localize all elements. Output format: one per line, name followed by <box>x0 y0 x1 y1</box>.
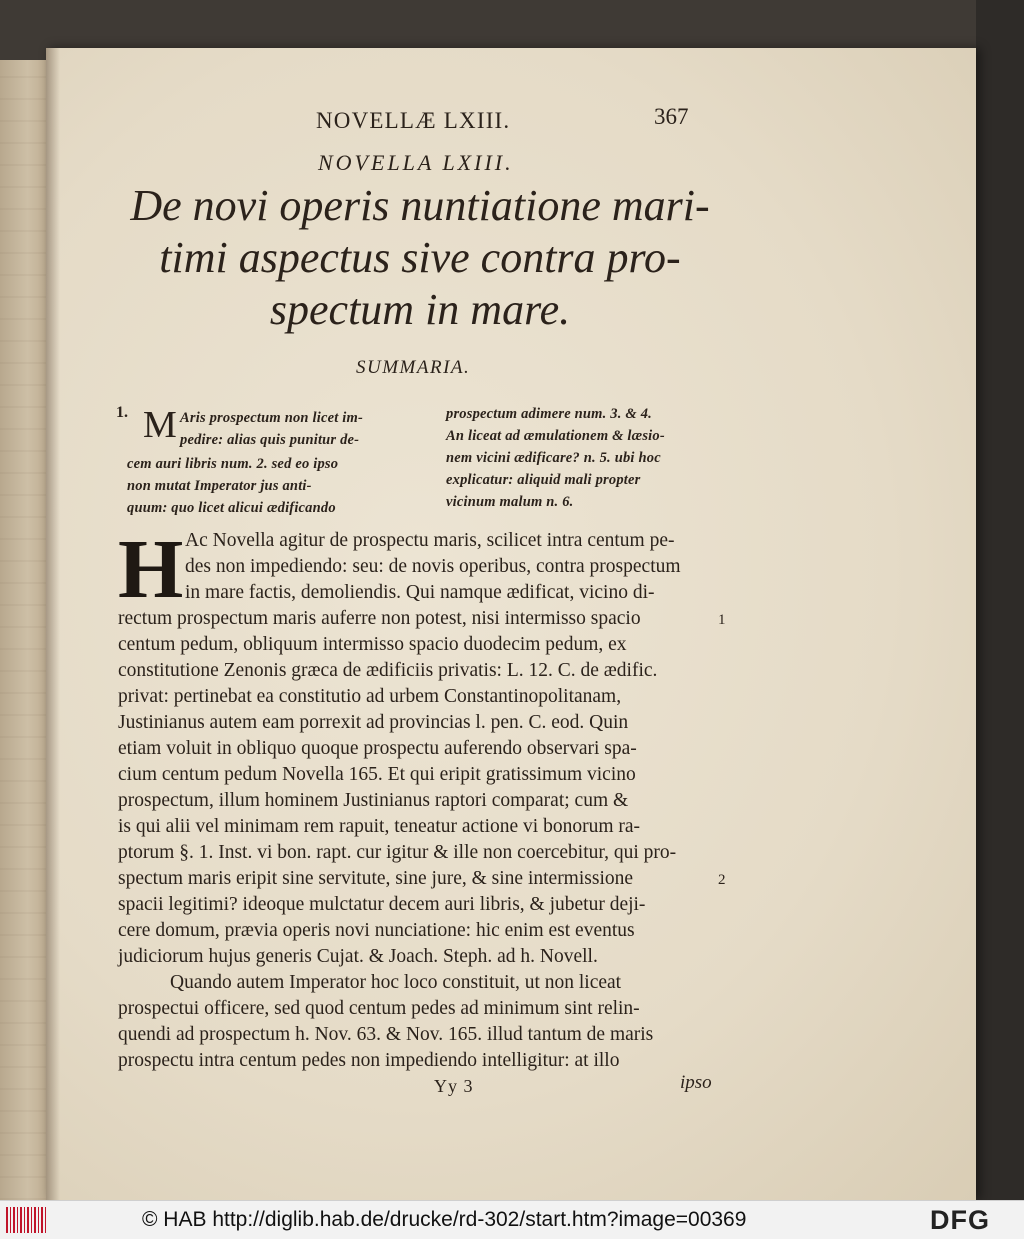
body-line: centum pedum, obliquum intermisso spacio duodecim pedum, ex <box>118 634 627 655</box>
summaria-heading: SUMMARIA. <box>356 357 471 378</box>
summaria-right-line: An liceat ad æmulationem & læsio- <box>446 428 665 444</box>
novella-label: NOVELLA LXIII. <box>318 150 514 175</box>
title-line: De novi operis nuntiatione mari- <box>130 181 710 230</box>
body-line: Ac Novella agitur de prospectu maris, scilicet intra centum pe- <box>185 530 675 551</box>
summaria-left-line: cem auri libris num. 2. sed eo ipso <box>127 456 339 472</box>
body-line: privat: pertinebat ea constitutio ad urbem Constantinopolitanam, <box>118 686 622 707</box>
body-line: etiam voluit in obliquo quoque prospectu auferendo observari spa- <box>118 738 637 759</box>
page-number: 367 <box>654 104 689 129</box>
footer-bar <box>0 1200 1024 1239</box>
body-line: constitutione Zenonis græca de ædificiis privatis: L. 12. C. de ædific. <box>118 660 658 681</box>
title-line: timi aspectus sive contra pro- <box>159 233 681 282</box>
barcode-icon <box>6 1207 46 1233</box>
summaria-left-line: Aris prospectum non licet im- <box>180 410 364 426</box>
page-gutter-shadow <box>46 48 60 1200</box>
catchword: ipso <box>680 1072 712 1093</box>
chapter-title <box>110 180 730 336</box>
margin-number: 2 <box>718 872 726 888</box>
summaria-left-line: quum: quo licet alicui ædificando <box>127 500 336 516</box>
dfg-logo: DFG <box>930 1205 990 1235</box>
summaria-initial: M <box>143 404 177 446</box>
running-head: NOVELLÆ LXIII. <box>316 108 511 133</box>
summaria-right-line: explicatur: aliquid mali propter <box>446 472 641 488</box>
body-line: judiciorum hujus generis Cujat. & Joach. Steph. ad h. Novell. <box>118 946 598 967</box>
body-line: quendi ad prospectum h. Nov. 63. & Nov. 165. illud tantum de maris <box>118 1024 654 1045</box>
summaria-right-line: prospectum adimere num. 3. & 4. <box>446 406 652 422</box>
body-line: prospectu intra centum pedes non impediendo intelligitur: at illo <box>118 1050 620 1071</box>
body-line: ptorum §. 1. Inst. vi bon. rapt. cur igitur & ille non coercebitur, qui pro- <box>118 842 677 863</box>
body-line: rectum prospectum maris auferre non potest, nisi intermisso spacio <box>118 608 641 629</box>
drop-cap: H <box>118 523 184 616</box>
summaria-left-line: non mutat Imperator jus anti- <box>127 478 312 494</box>
summaria-left-line: pedire: alias quis punitur de- <box>180 432 360 448</box>
body-line: in mare factis, demoliendis. Qui namque ædificat, vicino di- <box>185 582 655 603</box>
title-line: spectum in mare. <box>269 285 571 334</box>
summaria-right-line: nem vicini ædificare? n. 5. ubi hoc <box>446 450 661 466</box>
signature-mark: Yy 3 <box>434 1076 474 1096</box>
scan-right-background <box>976 0 1024 1200</box>
margin-number: 1 <box>718 612 726 628</box>
body-line: spectum maris eripit sine servitute, sine jure, & sine intermissione <box>118 868 634 889</box>
body-line: des non impediendo: seu: de novis operibus, contra prospectum <box>185 556 681 577</box>
body-line: prospectum, illum hominem Justinianus raptori comparat; cum & <box>118 790 629 811</box>
summaria-right-line: vicinum malum n. 6. <box>446 494 574 510</box>
previous-page-edge <box>0 60 46 1200</box>
body-line: is qui alii vel minimam rem rapuit, teneatur actione vi bonorum ra- <box>118 816 641 837</box>
body-line: spacii legitimi? ideoque mulctatur decem auri libris, & jubetur deji- <box>118 894 646 915</box>
body-line: Justinianus autem eam porrexit ad provincias l. pen. C. eod. Quin <box>118 712 629 733</box>
body-line: cere domum, prævia operis novi nunciatione: hic enim est eventus <box>118 920 635 941</box>
summaria-number: 1. <box>116 404 128 421</box>
body-line: prospectui officere, sed quod centum pedes ad minimum sint relin- <box>118 998 640 1019</box>
body-line: cium centum pedum Novella 165. Et qui eripit gratissimum vicino <box>118 764 636 785</box>
copyright-link[interactable]: © HAB http://diglib.hab.de/drucke/rd-302/start.htm?image=00369 <box>142 1208 747 1231</box>
body-line: Quando autem Imperator hoc loco constituit, ut non liceat <box>170 972 622 993</box>
